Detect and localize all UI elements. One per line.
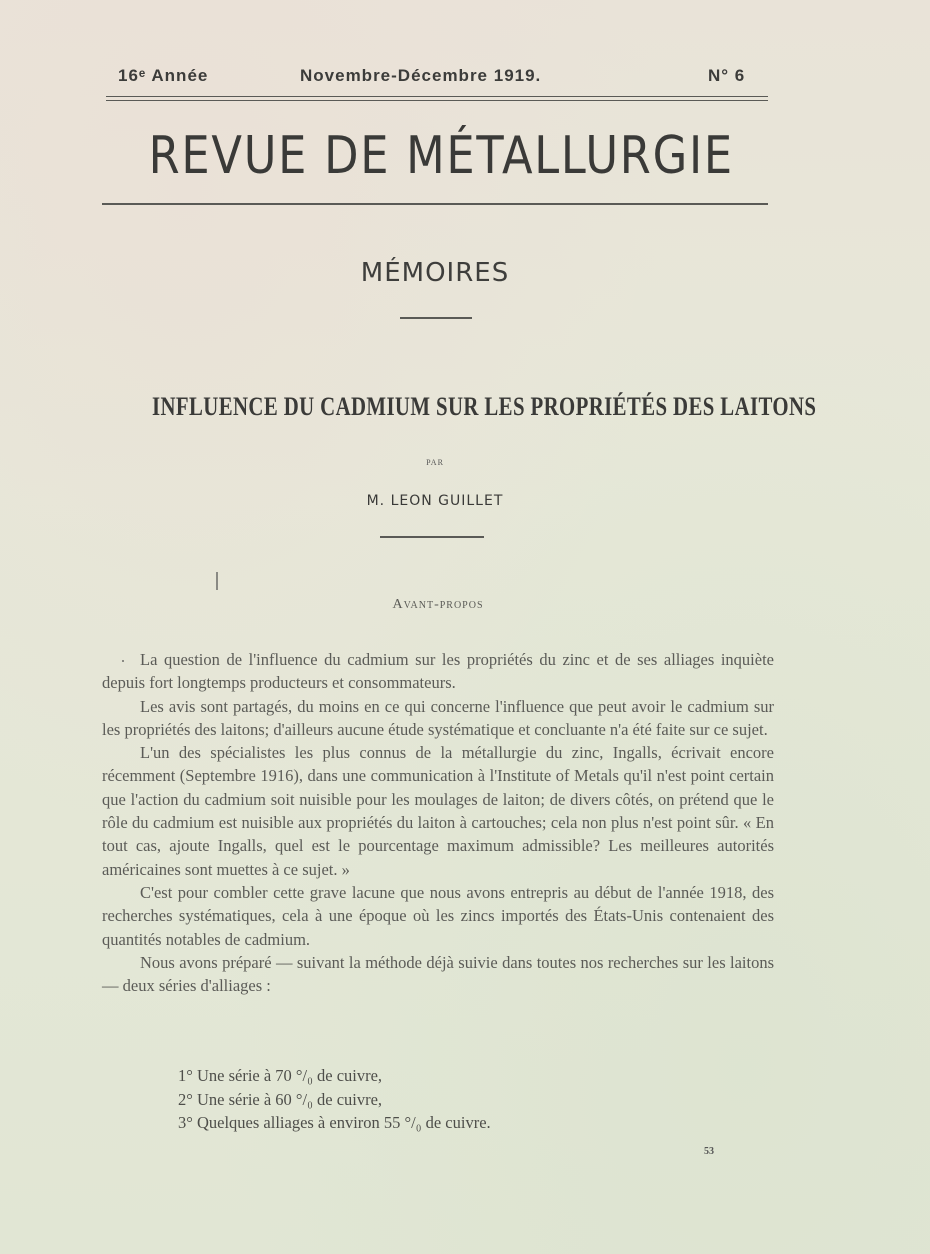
masthead-rule-top bbox=[106, 96, 768, 97]
paragraph: L'un des spécialistes les plus connus de la métallurgie du zinc, Ingalls, écrivait encore récemment (Septembre 1916), dans une communication à l'Institute of Metals qu'il n'est point certain que l'action du cadmium soit nuisible pour les moulages de laiton; de divers côtés, on prétend que le rôle du cadmium est nuisible aux propriétés du laiton à cartouches; cela non plus n'est point sûr. « En tout cas, ajoute Ingalls, quel est le pourcentage maximum admissible? Les meilleures autorités américaines sont muettes à ce sujet. » bbox=[102, 743, 774, 879]
list-item: 3° Quelques alliages à environ 55 °/₀ de cuivre. bbox=[178, 1113, 491, 1132]
issue-date: Novembre-Décembre 1919. bbox=[300, 66, 542, 85]
volume-year: 16ᵉ Année bbox=[118, 66, 209, 85]
masthead-rule-bottom bbox=[106, 100, 768, 101]
section-title: MÉMOIRES bbox=[360, 258, 510, 288]
article-body bbox=[102, 648, 774, 997]
subheading: Avant-propos bbox=[392, 597, 484, 612]
list-item: 2° Une série à 60 °/₀ de cuivre, bbox=[178, 1090, 383, 1109]
paragraph: La question de l'influence du cadmium sur les propriétés du zinc et de ses alliages inquiète depuis fort longtemps producteurs et consommateurs. bbox=[102, 650, 774, 693]
list-item: 1° Une série à 70 °/₀ de cuivre, bbox=[178, 1066, 383, 1085]
author-name: M. LEON GUILLET bbox=[366, 493, 504, 509]
paper-blemish bbox=[122, 660, 124, 662]
author-divider bbox=[380, 536, 484, 538]
masthead bbox=[108, 64, 768, 90]
paper-blemish bbox=[216, 572, 218, 590]
paragraph: Les avis sont partagés, du moins en ce qui concerne l'influence que peut avoir le cadmium sur les propriétés des laitons; d'ailleurs aucune étude systématique et concluante n'a été faite sur ce sujet. bbox=[102, 696, 774, 739]
byline-prefix: PAR bbox=[426, 458, 444, 467]
paragraph: Nous avons préparé — suivant la méthode déjà suivie dans toutes nos recherches sur les laitons — deux séries d'alliages : bbox=[102, 952, 774, 996]
section-divider bbox=[400, 317, 472, 319]
journal-title: REVUE DE MÉTALLURGIE bbox=[148, 126, 734, 186]
page-number: 53 bbox=[704, 1146, 714, 1157]
paragraph: C'est pour combler cette grave lacune que nous avons entrepris au début de l'année 1918, des recherches systématiques, cela à une époque où les zincs importés des États-Unis contenaient des quantités notables de cadmium. bbox=[102, 882, 774, 949]
article-title: INFLUENCE DU CADMIUM SUR LES PROPRIÉTÉS DES LAITONS bbox=[152, 392, 817, 421]
title-rule bbox=[102, 203, 768, 205]
issue-number: N° 6 bbox=[708, 66, 746, 85]
